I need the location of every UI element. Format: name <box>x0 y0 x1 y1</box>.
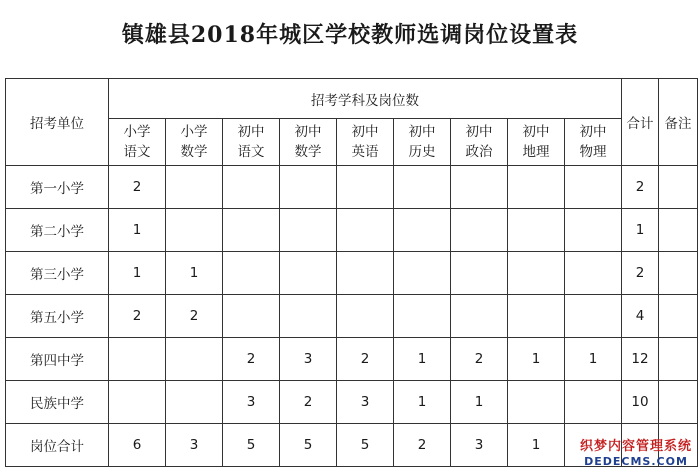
table-row <box>6 338 698 381</box>
subject-header <box>565 119 622 166</box>
subject-name: 数学 <box>180 144 208 160</box>
header-row-1 <box>6 79 698 119</box>
count-cell: 5 <box>280 424 337 467</box>
subject-name: 物理 <box>579 144 607 160</box>
subject-name: 英语 <box>351 144 379 160</box>
count-cell: 1 <box>166 252 223 295</box>
count-cell <box>223 166 280 209</box>
positions-table <box>5 78 698 467</box>
count-cell <box>280 252 337 295</box>
count-cell <box>508 209 565 252</box>
subject-group-header: 招考学科及岗位数 <box>109 79 622 119</box>
count-cell <box>166 166 223 209</box>
count-cell <box>451 166 508 209</box>
count-cell <box>337 209 394 252</box>
subject-level: 初中 <box>522 124 550 140</box>
subject-header <box>280 119 337 166</box>
total-cell: 10 <box>622 381 659 424</box>
count-cell <box>337 295 394 338</box>
count-cell <box>508 381 565 424</box>
count-cell <box>451 209 508 252</box>
count-cell: 2 <box>337 338 394 381</box>
subject-header <box>508 119 565 166</box>
count-cell <box>394 295 451 338</box>
remark-header: 备注 <box>659 79 698 166</box>
count-cell: 2 <box>280 381 337 424</box>
unit-cell: 第二小学 <box>6 209 109 252</box>
remark-cell <box>659 252 698 295</box>
count-cell <box>508 252 565 295</box>
count-cell: 3 <box>166 424 223 467</box>
count-cell <box>565 381 622 424</box>
table-row <box>6 381 698 424</box>
total-cell: 2 <box>622 166 659 209</box>
count-cell <box>280 166 337 209</box>
subject-header <box>337 119 394 166</box>
count-cell <box>337 166 394 209</box>
unit-cell: 第一小学 <box>6 166 109 209</box>
subject-name: 语文 <box>237 144 265 160</box>
table-row <box>6 295 698 338</box>
count-cell <box>451 252 508 295</box>
count-cell <box>451 295 508 338</box>
count-cell <box>166 338 223 381</box>
count-cell <box>337 252 394 295</box>
count-cell: 5 <box>223 424 280 467</box>
table-row <box>6 252 698 295</box>
unit-cell: 第五小学 <box>6 295 109 338</box>
table-row <box>6 209 698 252</box>
table-body <box>6 166 698 467</box>
subject-level: 初中 <box>294 124 322 140</box>
subject-header <box>451 119 508 166</box>
subject-name: 地理 <box>522 144 550 160</box>
subject-header <box>109 119 166 166</box>
remark-cell <box>659 338 698 381</box>
unit-cell: 第四中学 <box>6 338 109 381</box>
remark-cell <box>659 381 698 424</box>
subject-level: 初中 <box>579 124 607 140</box>
count-cell: 2 <box>223 338 280 381</box>
subject-level: 初中 <box>465 124 493 140</box>
count-cell: 3 <box>280 338 337 381</box>
total-cell: 4 <box>622 295 659 338</box>
watermark-en: DEDECMS.COM <box>584 455 688 468</box>
count-cell: 1 <box>394 338 451 381</box>
count-cell <box>280 209 337 252</box>
subject-header <box>166 119 223 166</box>
count-cell <box>565 166 622 209</box>
count-cell: 1 <box>508 424 565 467</box>
count-cell: 1 <box>451 381 508 424</box>
subject-level: 初中 <box>237 124 265 140</box>
count-cell: 1 <box>109 209 166 252</box>
count-cell <box>394 209 451 252</box>
total-cell: 2 <box>622 252 659 295</box>
count-cell: 2 <box>109 295 166 338</box>
subject-level: 初中 <box>351 124 379 140</box>
count-cell: 1 <box>565 338 622 381</box>
remark-cell <box>659 295 698 338</box>
count-cell <box>280 295 337 338</box>
count-cell <box>166 381 223 424</box>
unit-cell: 第三小学 <box>6 252 109 295</box>
count-cell: 2 <box>166 295 223 338</box>
subject-header <box>394 119 451 166</box>
subject-name: 数学 <box>294 144 322 160</box>
subject-name: 政治 <box>465 144 493 160</box>
count-cell <box>508 295 565 338</box>
count-cell: 3 <box>223 381 280 424</box>
remark-cell <box>659 166 698 209</box>
count-cell <box>223 209 280 252</box>
count-cell <box>223 295 280 338</box>
unit-cell: 民族中学 <box>6 381 109 424</box>
header-row-2 <box>6 119 698 166</box>
count-cell <box>508 166 565 209</box>
total-cell: 12 <box>622 338 659 381</box>
count-cell: 6 <box>109 424 166 467</box>
unit-cell: 岗位合计 <box>6 424 109 467</box>
total-header: 合计 <box>622 79 659 166</box>
count-cell <box>565 252 622 295</box>
subject-name: 语文 <box>123 144 151 160</box>
count-cell <box>565 209 622 252</box>
page-title: 镇雄县2018年城区学校教师选调岗位设置表 <box>121 22 579 48</box>
count-cell <box>394 252 451 295</box>
count-cell <box>109 338 166 381</box>
count-cell <box>223 252 280 295</box>
subject-level: 小学 <box>123 124 151 140</box>
count-cell <box>109 381 166 424</box>
count-cell: 2 <box>394 424 451 467</box>
count-cell <box>565 295 622 338</box>
count-cell: 2 <box>109 166 166 209</box>
count-cell <box>166 209 223 252</box>
total-cell: 1 <box>622 209 659 252</box>
watermark-cn: 织梦内容管理系统 <box>579 439 692 454</box>
count-cell: 1 <box>109 252 166 295</box>
count-cell: 1 <box>394 381 451 424</box>
count-cell: 2 <box>451 338 508 381</box>
subject-level: 小学 <box>180 124 208 140</box>
table-row <box>6 166 698 209</box>
watermark-logo <box>576 439 696 471</box>
subject-name: 历史 <box>408 144 436 160</box>
count-cell: 1 <box>508 338 565 381</box>
subject-header <box>223 119 280 166</box>
count-cell: 3 <box>451 424 508 467</box>
remark-cell <box>659 209 698 252</box>
subject-level: 初中 <box>408 124 436 140</box>
unit-header: 招考单位 <box>6 79 109 166</box>
count-cell: 5 <box>337 424 394 467</box>
count-cell <box>394 166 451 209</box>
count-cell: 3 <box>337 381 394 424</box>
